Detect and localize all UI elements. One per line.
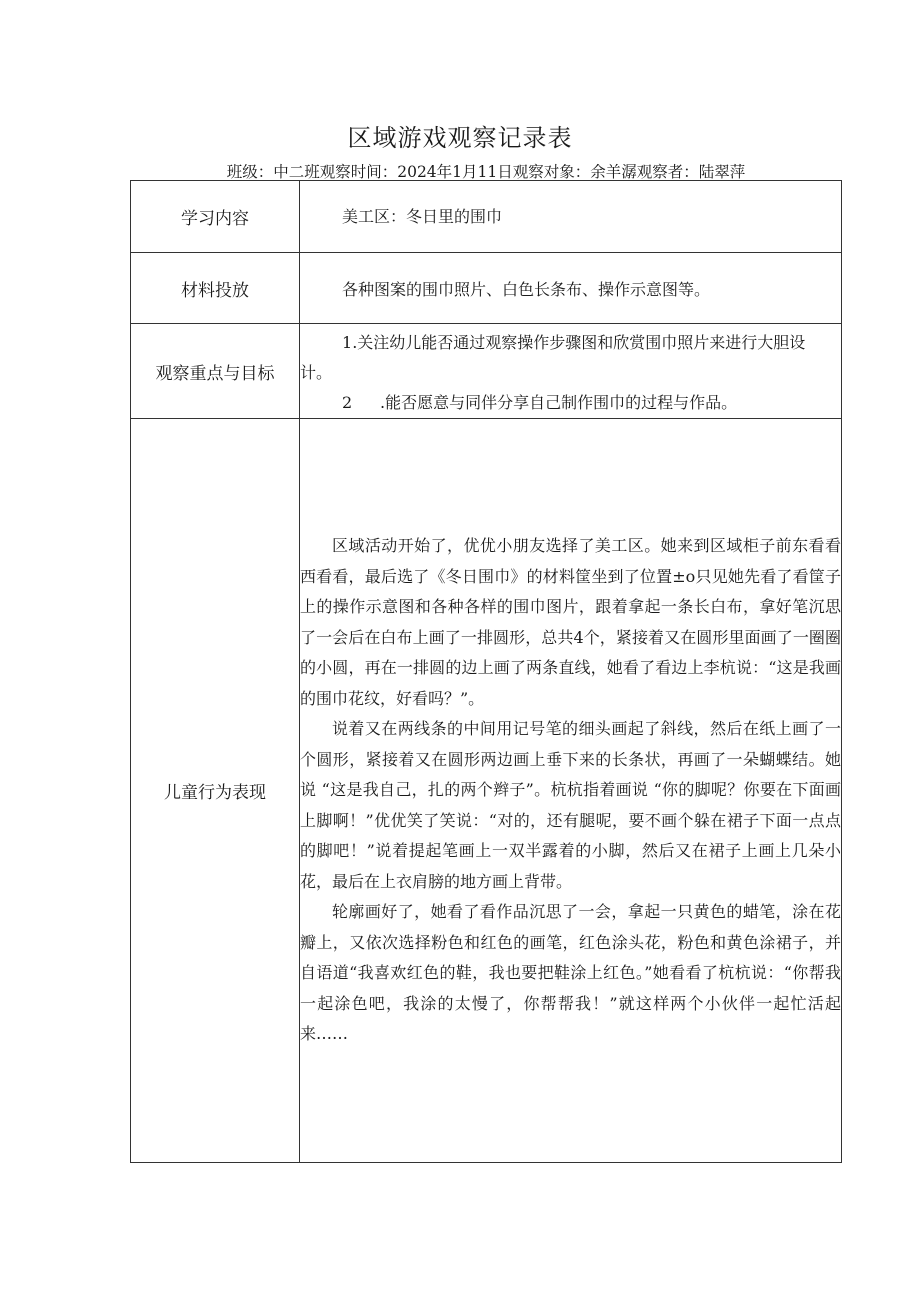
label-observation-focus: 观察重点与目标: [131, 324, 300, 419]
focus-item-1-number: 1: [342, 333, 353, 352]
label-learning-content: 学习内容: [131, 181, 300, 253]
focus-item-2-number: 2: [342, 393, 353, 412]
focus-item-1-text: .关注幼儿能否通过观察操作步骤图和欣赏围巾照片来进行大胆设计。: [300, 333, 806, 382]
behavior-paragraph: 说着又在两线条的中间用记号笔的细头画起了斜线，然后在纸上画了一个圆形，紧接着又在圆形两边画上垂下来的长条状，再画了一朵蝴蝶结。她说 “这是我自己，扎的两个辫子”。杭杭指着画说 “你的脚呢？你要在下面画上脚啊！”优优笑了笑说：“对的，还有腿呢，要不画个躲在裙子下面一点点的脚吧！”说着提起笔画上一双半露着的小脚，然后又在裙子上画上几朵小花，最后在上衣肩膀的地方画上背带。: [300, 719, 841, 891]
row-learning-content: [131, 181, 842, 253]
behavior-paragraph: 轮廓画好了，她看了看作品沉思了一会，拿起一只黄色的蜡笔，涂在花瓣上，又依次选择粉色和红色的画笔，红色涂头花，粉色和黄色涂裙子，并自语道“我喜欢红色的鞋，我也要把鞋涂上红色。”她看看了杭杭说：“你帮我一起涂色吧，我涂的太慢了，你帮帮我！”就这样两个小伙伴一起忙活起来……: [300, 902, 841, 1044]
row-observation-focus: [131, 324, 842, 419]
value-learning-content: [300, 181, 842, 253]
focus-item-1: [300, 328, 841, 388]
value-materials: [300, 253, 842, 324]
observation-record-table: [130, 180, 842, 1163]
row-child-behavior: [131, 419, 842, 1163]
label-materials: 材料投放: [131, 253, 300, 324]
page-title: 区域游戏观察记录表: [347, 124, 573, 152]
learning-content-text: 美工区：冬日里的围巾: [342, 207, 503, 226]
focus-item-2: [300, 388, 841, 418]
value-observation-focus: [300, 324, 842, 419]
materials-text: 各种图案的围巾照片、白色长条布、操作示意图等。: [342, 279, 711, 299]
label-child-behavior: 儿童行为表现: [131, 419, 300, 1163]
value-child-behavior: [300, 419, 842, 1163]
row-materials: [131, 253, 842, 324]
record-meta-line: 班级：中二班观察时间：2024年1月11日观察对象：余羊潺观察者：陆翠萍: [226, 163, 746, 181]
behavior-paragraph: 区域活动开始了，优优小朋友选择了美工区。她来到区域柜子前东看看西看看，最后选了《冬日围巾》的材料筐坐到了位置±o只见她先看了看筐子上的操作示意图和各种各样的围巾图片，跟着拿起一条长白布，拿好笔沉思了一会后在白布上画了一排圆形，总共4个，紧接着又在圆形里面画了一圈圈的小圆，再在一排圆的边上画了两条直线，她看了看边上李杭说：“这是我画的围巾花纹，好看吗？”。: [300, 536, 841, 708]
focus-item-2-text: .能否愿意与同伴分享自己制作围巾的过程与作品。: [380, 393, 738, 412]
